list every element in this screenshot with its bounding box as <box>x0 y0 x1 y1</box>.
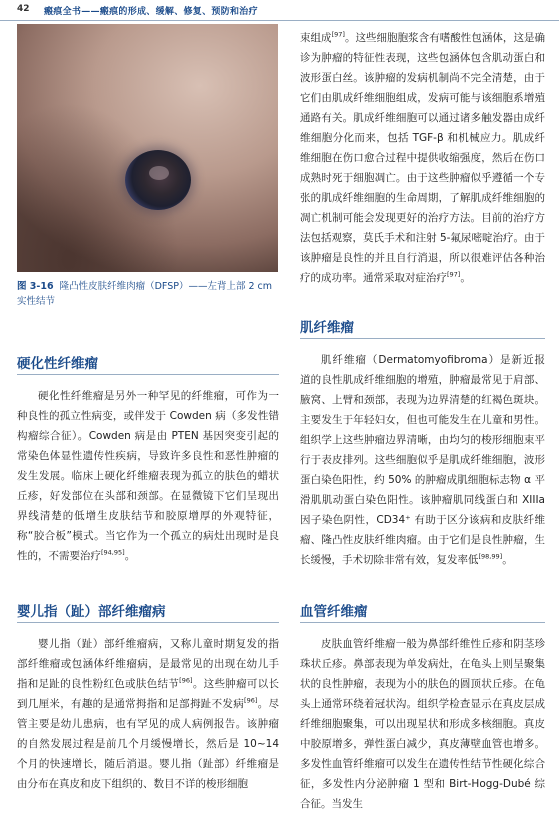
citation: [94,95] <box>101 548 125 557</box>
section-title-infantile-digital-fibromatosis: 婴儿指（趾）部纤维瘤病 <box>17 600 279 623</box>
figure-caption <box>17 279 279 309</box>
section-title-sclerotic-fibroma: 硬化性纤维瘤 <box>17 352 279 375</box>
continued-paragraph: 束组成[97]。这些细胞胞浆含有嗜酸性包涵体，这是确诊为肿瘤的特征性表现，这些包涵体包含肌动蛋白和波形蛋白丝。该肿瘤的发病机制尚不完全清楚，由于它们由肌成纤维细胞组成，发病可能与该细胞系增殖通路有关。肌成纤维细胞可以通过诸多触发器由成纤维细胞分化而来，包括 TGF-β 和机械应力。肌成纤维细胞在伤口愈合过程中提供收缩强度，然后在伤口成熟时死于细胞凋亡。由于这些肿瘤似乎遵循一个专张的肌成纤维细胞的生命周期，了解肌成纤维细胞的凋亡机制可能会发现更好的治疗方法。目前的治疗方法包括观察，莫氏手术和注射 5-氟尿嘧啶治疗。由于该肿瘤是良性的并且自行消退，所以很难评估各种治疗的成功率。通常采取对症治疗[97]。 <box>300 30 546 284</box>
citation: [97] <box>447 270 461 279</box>
section-body-dermatomyofibroma: 肌纤维瘤（Dermatomyofibroma）是新近报道的良性肌成纤维细胞的增殖，肿瘤最常见于肩部、腋窝、上臂和颈部，表现为边界清楚的红褐色斑块。主要发生于年轻妇女，但也可能发生在儿童和男性。组织学上这些肿瘤边界清晰，由均匀的梭形细胞束平行于表皮排列。这些细胞似乎是肌成纤维细胞，波形蛋白染色阳性，约 50% 的肿瘤成肌细胞标志物 α 平滑肌肌动蛋白染色阳性。该肿瘤肌同线蛋白和 XIIIa 因子染色阴性，CD34⁺ 有助于区分该病和皮肤纤维瘤、隆凸性皮肤纤维肉瘤。由于它们是良性肿瘤，生长缓慢，手术切除非常有效，复发率低[98,99]。 <box>300 354 545 566</box>
running-header <box>0 0 559 21</box>
section-body-infantile-digital-fibromatosis: 婴儿指（趾）部纤维瘤病，又称儿童时期复发的指部纤维瘤或包涵体纤维瘤病，是最常见的出现在幼儿手指和足趾的良性粉红色或肤色结节[96]。这些肿瘤可以长到几厘米，有趣的是通常拇指和足部拇趾不发病[96]。尽管主要是幼儿患病，也有罕见的成人病例报告。该肿瘤的自然发展过程是前几个月缓慢增长，然后是 10~14 个月的快速增长，随后消退。婴儿指（趾部）纤维瘤是由分布在真皮和皮下组织的、数目不详的梭形细胞 <box>17 638 280 790</box>
figure-caption-text: 隆凸性皮肤纤维肉瘤（DFSP）——左背上部 2 cm 实性结节 <box>17 281 273 307</box>
lesion-nodule <box>125 150 191 210</box>
section-title-dermatomyofibroma: 肌纤维瘤 <box>300 316 545 339</box>
citation: [98,99] <box>478 552 503 561</box>
citation: [97] <box>331 30 345 39</box>
section-body-sclerotic-fibroma: 硬化性纤维瘤是另外一种罕见的纤维瘤，可作为一种良性的孤立性病变，或伴发于 Cowden 病（多发性错构瘤综合征）。Cowden 病是由 PTEN 基因突变引起的常染色体显性遗传性疾病，导致许多良性和恶性肿瘤的发生发展。临床上硬化纤维瘤表现为孤立的肤色的蜡状丘疹，好发部位在头部和颈部。在显微镜下它们呈现出界线清楚的低增生皮肤结节和胶原增厚的外观特征，称“胶合板”模式。当它作为一个孤立的病灶出现时是良性的，不需要治疗[94,95]。 <box>17 390 279 562</box>
book-title: 瘢痕全书——瘢痕的形成、缓解、修复、预防和治疗 <box>44 7 258 17</box>
figure-number: 图 3-16 <box>17 281 54 292</box>
clinical-photo <box>17 24 278 272</box>
citation: [96] <box>244 696 258 705</box>
citation: [96] <box>179 676 193 685</box>
section-title-angiofibroma: 血管纤维瘤 <box>300 600 545 623</box>
page-number: 42 <box>17 4 30 14</box>
lesion-highlight <box>149 166 169 180</box>
section-body-angiofibroma: 皮肤血管纤维瘤一般为鼻部纤维性丘疹和阴茎珍珠状丘疹。鼻部表现为单发病灶，在龟头上则呈聚集状的良性肿瘤，表现为小的肤色的圆顶状丘疹。在龟头上通常环绕着冠状沟。组织学检查显示在真皮层成纤维细胞聚集，可以出现星状和形成多核细胞。真皮中胶原增多，弹性蛋白减少，真皮薄壁血管也增多。多发性血管纤维瘤可以发生在遗传性结节性硬化综合征，多发性内分泌肿瘤 1 型和 Birt-Hogg-Dubé 综合征。当发生 <box>300 638 545 810</box>
